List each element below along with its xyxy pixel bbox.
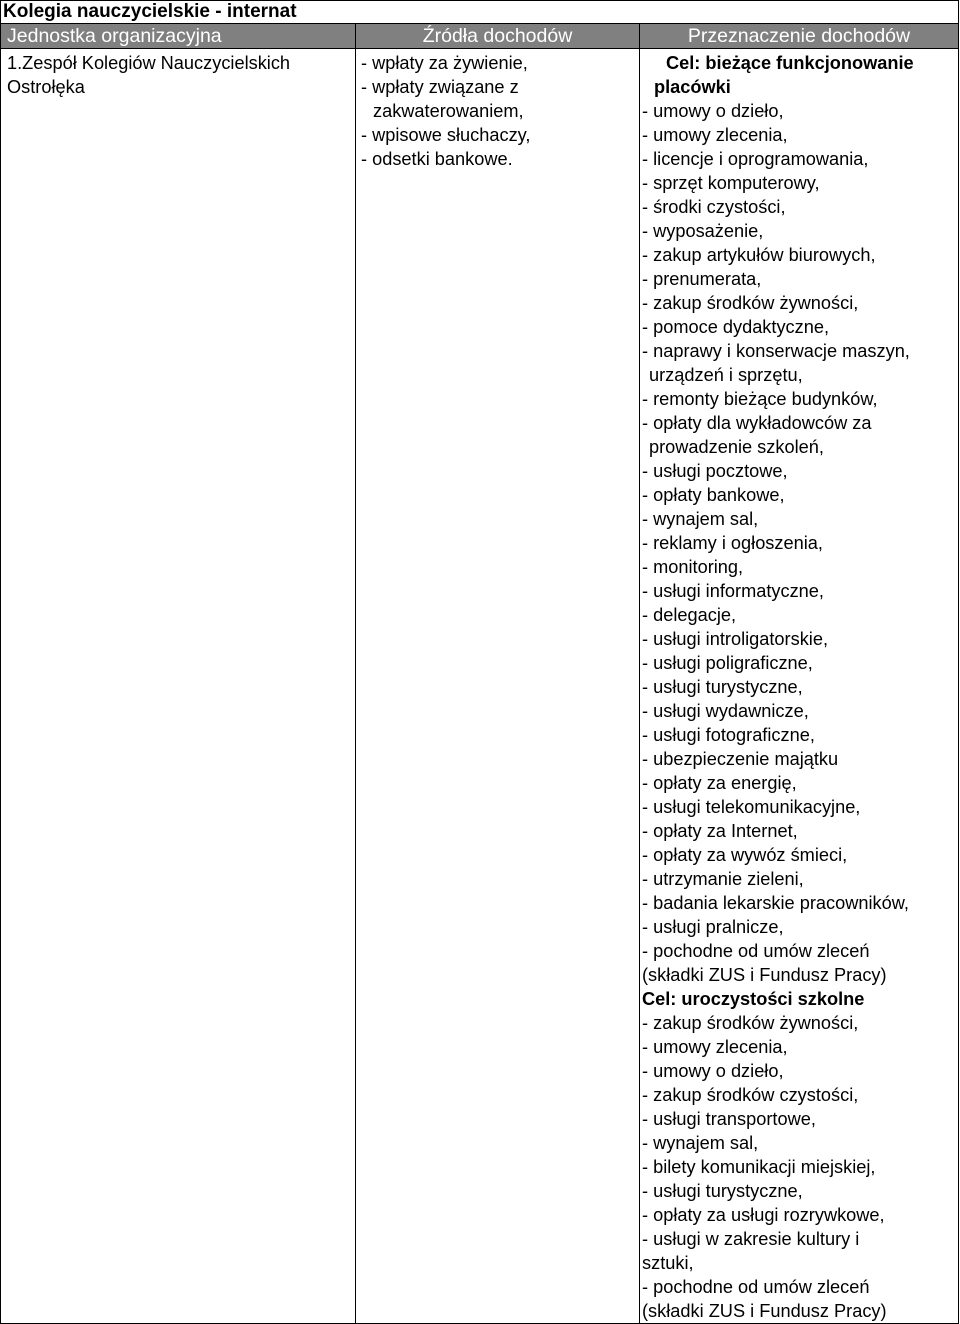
purpose-item: - opłaty za Internet,	[642, 821, 798, 841]
source-item: - wpłaty za żywienie,	[361, 53, 528, 73]
purpose-item: - umowy zlecenia,	[642, 125, 788, 145]
purpose-item: urządzeń i sprzętu,	[649, 365, 803, 385]
goal-title-continued: placówki	[654, 77, 731, 97]
unit-name-line2: Ostrołęka	[7, 77, 85, 97]
purpose-item: - zakup środków czystości,	[642, 1085, 859, 1105]
purpose-item: - opłaty za energię,	[642, 773, 797, 793]
purpose-item: - usługi introligatorskie,	[642, 629, 828, 649]
purpose-item: - reklamy i ogłoszenia,	[642, 533, 823, 553]
purpose-item: sztuki,	[642, 1253, 694, 1273]
purpose-item: - zakup środków żywności,	[642, 1013, 859, 1033]
purpose-item: (składki ZUS i Fundusz Pracy)	[642, 1301, 887, 1321]
purpose-item: - sprzęt komputerowy,	[642, 173, 820, 193]
purpose-item: - wynajem sal,	[642, 509, 759, 529]
unit-cell	[1, 49, 356, 1324]
purpose-item: - prenumerata,	[642, 269, 762, 289]
source-item: - wpłaty związane z	[361, 77, 519, 97]
purpose-item: - umowy o dzieło,	[642, 1061, 784, 1081]
purpose-item: - pochodne od umów zleceń	[642, 941, 870, 961]
document-title: Kolegia nauczycielskie - internat	[1, 1, 959, 24]
purpose-item: - usługi w zakresie kultury i	[642, 1229, 860, 1249]
purpose-item: - utrzymanie zieleni,	[642, 869, 804, 889]
purpose-item: prowadzenie szkoleń,	[649, 437, 824, 457]
goal-title: Cel: uroczystości szkolne	[642, 989, 865, 1009]
purpose-item: - usługi informatyczne,	[642, 581, 824, 601]
header-purpose: Przeznaczenie dochodów	[640, 24, 959, 49]
purpose-item: - licencje i oprogramowania,	[642, 149, 869, 169]
purpose-item: - usługi transportowe,	[642, 1109, 816, 1129]
header-unit: Jednostka organizacyjna	[1, 24, 356, 49]
purpose-item: - opłaty dla wykładowców za	[642, 413, 872, 433]
purpose-item: - usługi wydawnicze,	[642, 701, 809, 721]
purpose-item: - wyposażenie,	[642, 221, 764, 241]
purpose-item: - umowy zlecenia,	[642, 1037, 788, 1057]
source-item: zakwaterowaniem,	[373, 101, 524, 121]
table-header-row	[1, 24, 959, 49]
purpose-item: - naprawy i konserwacje maszyn,	[642, 341, 910, 361]
purpose-item: - bilety komunikacji miejskiej,	[642, 1157, 876, 1177]
purpose-item: - opłaty za usługi rozrywkowe,	[642, 1205, 885, 1225]
purpose-item: - ubezpieczenie majątku	[642, 749, 839, 769]
purpose-item: - usługi pralnicze,	[642, 917, 784, 937]
purpose-cell	[640, 49, 959, 1324]
purpose-item: - zakup środków żywności,	[642, 293, 859, 313]
purpose-item: - usługi turystyczne,	[642, 677, 803, 697]
goal-title: Cel: bieżące funkcjonowanie	[666, 53, 914, 73]
purpose-item: - pomoce dydaktyczne,	[642, 317, 830, 337]
purpose-item: - środki czystości,	[642, 197, 786, 217]
purpose-item: - badania lekarskie pracowników,	[642, 893, 909, 913]
header-sources: Źródła dochodów	[356, 24, 640, 49]
purpose-item: - usługi telekomunikacyjne,	[642, 797, 861, 817]
purpose-item: - pochodne od umów zleceń	[642, 1277, 870, 1297]
purpose-item: - delegacje,	[642, 605, 737, 625]
purpose-item: - remonty bieżące budynków,	[642, 389, 878, 409]
sources-cell	[356, 49, 640, 1324]
purpose-item: - usługi pocztowe,	[642, 461, 788, 481]
purpose-item: - usługi fotograficzne,	[642, 725, 815, 745]
purpose-item: - wynajem sal,	[642, 1133, 759, 1153]
purpose-item: (składki ZUS i Fundusz Pracy)	[642, 965, 887, 985]
purpose-item: - opłaty za wywóz śmieci,	[642, 845, 848, 865]
table-row	[1, 49, 959, 1324]
source-item: - odsetki bankowe.	[361, 149, 513, 169]
purpose-item: - monitoring,	[642, 557, 744, 577]
source-item: - wpisowe słuchaczy,	[361, 125, 531, 145]
purpose-item: - zakup artykułów biurowych,	[642, 245, 876, 265]
purpose-item: - usługi poligraficzne,	[642, 653, 813, 673]
purpose-item: - usługi turystyczne,	[642, 1181, 803, 1201]
purpose-item: - opłaty bankowe,	[642, 485, 785, 505]
unit-name-line1: 1.Zespół Kolegiów Nauczycielskich	[7, 53, 291, 73]
purpose-item: - umowy o dzieło,	[642, 101, 784, 121]
